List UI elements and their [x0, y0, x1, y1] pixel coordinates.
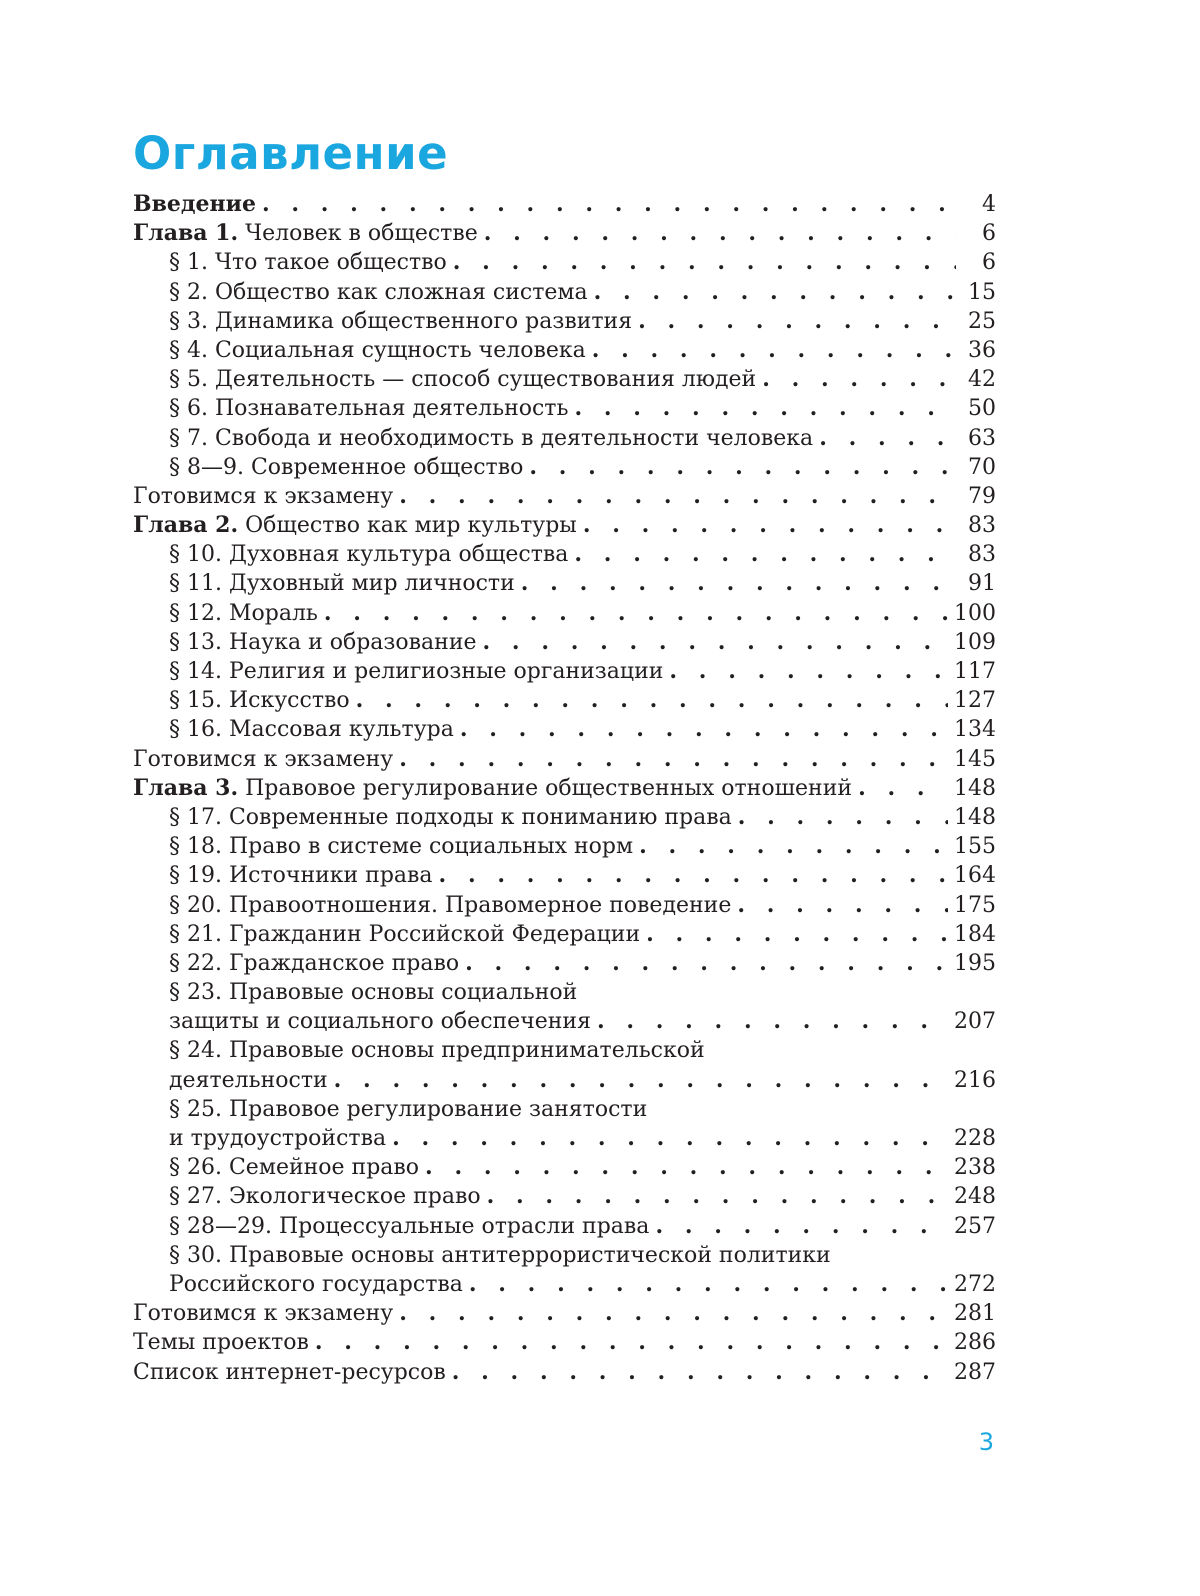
dot-leader: [315, 1328, 948, 1357]
toc-entry: [133, 599, 996, 628]
toc-entry-title: [169, 978, 577, 1007]
toc-entry-label: и трудоустройства: [169, 1126, 387, 1151]
toc-entry: [133, 248, 996, 277]
toc-entry-label: § 6. Познавательная деятельность: [169, 396, 569, 422]
toc-entry-title: [169, 1007, 591, 1036]
dot-leader: [469, 1270, 948, 1299]
toc-entry-label: § 24. Правовые основы предпринимательской: [169, 1038, 705, 1064]
toc-entry-label: § 3. Динамика общественного развития: [169, 308, 633, 334]
toc-entry-label: § 17. Современные подходы к пониманию права: [169, 804, 732, 830]
toc-entry: [133, 190, 996, 219]
dot-leader: [452, 1358, 948, 1387]
page-number: 3: [978, 1428, 994, 1456]
toc-entry-label: Человек в обществе: [245, 221, 478, 247]
dot-leader: [465, 949, 948, 978]
toc-page-number: 4: [982, 192, 996, 217]
dot-leader: [592, 336, 956, 365]
toc-entry: [133, 394, 996, 423]
toc-entry-title: [169, 336, 586, 365]
toc-entry-title: [169, 540, 568, 569]
dot-leader: [487, 1182, 948, 1211]
toc-entry-title: [169, 394, 568, 423]
toc-entry-title: [169, 657, 663, 686]
dot-leader: [453, 248, 956, 277]
toc-entry-label: § 15. Искусство: [169, 688, 350, 714]
page-title: Оглавление: [133, 127, 449, 180]
toc-entry: [133, 949, 996, 978]
toc-entry: [133, 307, 996, 336]
toc-entry-title: [169, 803, 732, 832]
dot-leader: [738, 803, 948, 832]
toc-entry: [133, 628, 996, 657]
toc-entry-label: § 21. Гражданин Российской Федерации: [169, 921, 641, 947]
dot-leader: [858, 774, 948, 803]
toc-entry-label: § 5. Деятельность — способ существования людей: [169, 367, 757, 393]
dot-leader: [819, 424, 956, 453]
dot-leader: [262, 190, 956, 219]
toc-entry-title: [169, 1153, 419, 1182]
dot-leader: [646, 920, 948, 949]
toc-page-number: 148: [954, 775, 996, 801]
toc-entry-title: [169, 1066, 328, 1095]
dot-leader: [324, 599, 948, 628]
toc-entry-title: [169, 832, 633, 861]
toc-entry-title: [169, 453, 523, 482]
toc-page-number: 228: [954, 1126, 996, 1151]
toc-entry-title: [169, 1124, 386, 1153]
toc-entry-title: [133, 190, 256, 219]
toc-entry-label: деятельности: [169, 1067, 328, 1093]
toc-entry-title: [169, 424, 813, 453]
toc-entry: [133, 1124, 996, 1153]
toc-entry-title: [133, 1358, 446, 1387]
toc-entry-title: [133, 774, 852, 803]
toc-page-number: 272: [954, 1271, 996, 1297]
toc-page-number: 248: [954, 1184, 996, 1210]
toc-entry-title: [169, 278, 588, 307]
toc-entry-label: Темы проектов: [133, 1330, 309, 1356]
toc-page-number: 216: [954, 1067, 996, 1093]
toc-entry: [133, 1241, 996, 1270]
toc-entry-label: § 12. Мораль: [169, 600, 318, 626]
toc-entry-label: § 30. Правовые основы антитеррористической политики: [169, 1242, 831, 1268]
toc-page-number: 25: [968, 308, 996, 334]
toc-entry: [133, 1153, 996, 1182]
dot-leader: [574, 540, 956, 569]
toc-entry-title: [169, 365, 756, 394]
toc-page-number: 164: [954, 863, 996, 889]
toc-entry: [133, 453, 996, 482]
toc-entry-label: Список интернет-ресурсов: [133, 1359, 446, 1385]
toc-entry-label: § 23. Правовые основы социальной: [169, 980, 578, 1006]
toc-entry-label: защиты и социального обеспечения: [169, 1009, 591, 1035]
dot-leader: [669, 657, 948, 686]
toc-page-number: 109: [954, 629, 996, 655]
dot-leader: [425, 1153, 948, 1182]
toc-entry: [133, 832, 996, 861]
toc-page-number: 127: [954, 688, 996, 714]
toc-page-number: 195: [954, 950, 996, 976]
dot-leader: [529, 453, 956, 482]
toc-page-number: 175: [954, 892, 996, 918]
toc-entry-title: [133, 1299, 393, 1328]
toc-page-number: 155: [954, 834, 996, 860]
toc-entry: [133, 365, 996, 394]
toc-entry-title: [133, 511, 577, 540]
toc-entry-label: § 22. Гражданское право: [169, 950, 460, 976]
toc-entry-title: [169, 949, 459, 978]
toc-page-number: 6: [982, 250, 996, 276]
toc-page-number: 287: [954, 1359, 996, 1385]
toc-page-number: 238: [954, 1155, 996, 1181]
toc-entry-label: Общество как мир культуры: [245, 513, 577, 539]
dot-leader: [334, 1066, 948, 1095]
toc-page-number: 36: [968, 337, 996, 363]
toc-entry: [133, 1182, 996, 1211]
toc-entry: [133, 1270, 996, 1299]
toc-entry: [133, 1007, 996, 1036]
toc-entry: [133, 978, 996, 1007]
toc-entry-title: [169, 599, 318, 628]
toc-entry-label: § 14. Религия и религиозные организации: [169, 659, 664, 684]
toc-entry-label: § 20. Правоотношения. Правомерное поведение: [169, 892, 732, 918]
toc-entry: [133, 1095, 996, 1124]
dot-leader: [460, 715, 948, 744]
toc-entry-title: [133, 482, 393, 511]
toc-entry: [133, 686, 996, 715]
dot-leader: [484, 219, 956, 248]
toc-entry-label: § 18. Право в системе социальных норм: [169, 834, 634, 860]
toc-entry-label: Правовое регулирование общественных отношений: [245, 775, 853, 801]
chapter-number: Глава 2.: [133, 512, 239, 539]
toc-entry: [133, 511, 996, 540]
toc-entry-title: [169, 307, 632, 336]
toc-entry-title: [169, 686, 350, 715]
toc-page-number: 148: [954, 804, 996, 830]
toc-page-number: 79: [968, 483, 996, 509]
toc-entry-label: § 2. Общество как сложная система: [169, 279, 588, 305]
dot-leader: [638, 307, 956, 336]
toc-page-number: 184: [954, 921, 996, 947]
toc-page-number: 63: [968, 425, 996, 451]
dot-leader: [655, 1212, 948, 1241]
toc-entry: [133, 891, 996, 920]
toc-entry: [133, 1212, 996, 1241]
toc-entry-label: § 7. Свобода и необходимость в деятельности человека: [169, 425, 814, 451]
toc-entry-title: [169, 1095, 647, 1124]
toc-entry: [133, 774, 996, 803]
toc-entry-title: [169, 1182, 481, 1211]
toc-entry-title: [169, 861, 433, 890]
toc-entry-label: § 13. Наука и образование: [169, 629, 477, 655]
toc-entry-title: [133, 745, 393, 774]
toc-entry: [133, 1066, 996, 1095]
toc-page-number: 50: [968, 396, 996, 422]
toc-entry-label: § 1. Что такое общество: [169, 250, 447, 276]
dot-leader: [597, 1007, 948, 1036]
chapter-number: Глава 1.: [133, 220, 239, 247]
toc-entry: [133, 219, 996, 248]
toc-page-number: 207: [954, 1009, 996, 1035]
toc-entry-title: [169, 1241, 831, 1270]
dot-leader: [762, 365, 956, 394]
toc-entry: [133, 657, 996, 686]
toc-entry-label: Готовимся к экзамену: [133, 746, 394, 772]
toc-entry-label: § 4. Социальная сущность человека: [169, 337, 586, 363]
toc-entry: [133, 1328, 996, 1357]
toc-entry-label: § 16. Массовая культура: [169, 717, 454, 743]
toc-entry-label: Российского государства: [169, 1271, 463, 1297]
dot-leader: [594, 278, 956, 307]
toc-entry-title: [169, 569, 515, 598]
dot-leader: [392, 1124, 948, 1153]
toc-entry-title: [169, 1270, 463, 1299]
toc-page-number: 83: [968, 542, 996, 568]
toc-entry-title: [169, 891, 731, 920]
toc-page-number: 117: [954, 659, 996, 684]
toc-entry: [133, 569, 996, 598]
toc-page-number: 286: [954, 1330, 996, 1356]
table-of-contents: [133, 190, 996, 1387]
toc-entry: [133, 920, 996, 949]
chapter-number: Глава 3.: [133, 774, 239, 801]
toc-entry: [133, 278, 996, 307]
toc-entry-label: Готовимся к экзамену: [133, 483, 394, 509]
toc-entry: [133, 715, 996, 744]
toc-entry-title: [169, 920, 640, 949]
toc-page-number: 134: [954, 717, 996, 743]
toc-entry-label: § 11. Духовный мир личности: [169, 571, 515, 597]
toc-entry-label: § 8—9. Современное общество: [169, 454, 524, 480]
toc-entry-label: § 19. Источники права: [169, 863, 433, 889]
dot-leader: [737, 891, 948, 920]
toc-entry-label: § 27. Экологическое право: [169, 1184, 481, 1210]
dot-leader: [521, 569, 956, 598]
toc-page-number: 281: [954, 1301, 996, 1327]
dot-leader: [399, 745, 948, 774]
dot-leader: [356, 686, 948, 715]
toc-entry-title: [169, 1212, 649, 1241]
toc-entry: [133, 745, 996, 774]
toc-page-number: 100: [954, 600, 996, 626]
toc-page-number: 145: [954, 746, 996, 772]
toc-page-number: 42: [968, 367, 996, 393]
toc-entry-label: § 10. Духовная культура общества: [169, 542, 569, 568]
toc-entry-label: § 26. Семейное право: [169, 1155, 420, 1181]
dot-leader: [439, 861, 948, 890]
dot-leader: [399, 482, 956, 511]
toc-entry-title: [169, 715, 454, 744]
dot-leader: [639, 832, 948, 861]
dot-leader: [483, 628, 948, 657]
toc-page-number: 15: [968, 279, 996, 305]
toc-entry: [133, 424, 996, 453]
toc-entry: [133, 803, 996, 832]
toc-entry-title: [133, 1328, 309, 1357]
toc-entry: [133, 1358, 996, 1387]
toc-entry-label: § 25. Правовое регулирование занятости: [169, 1096, 648, 1122]
toc-entry: [133, 482, 996, 511]
toc-page-number: 257: [954, 1213, 996, 1239]
dot-leader: [399, 1299, 948, 1328]
toc-entry-label: § 28—29. Процессуальные отрасли права: [169, 1213, 650, 1239]
toc-entry: [133, 1299, 996, 1328]
toc-entry: [133, 1036, 996, 1065]
toc-entry-title: [169, 1036, 705, 1065]
toc-page-number: 83: [968, 513, 996, 539]
toc-entry: [133, 861, 996, 890]
toc-entry-label: Введение: [133, 191, 256, 217]
toc-page-number: 6: [982, 221, 996, 247]
toc-page-number: 91: [968, 571, 996, 597]
toc-entry-title: [169, 628, 477, 657]
toc-entry-title: [169, 248, 447, 277]
dot-leader: [583, 511, 956, 540]
toc-entry-label: Готовимся к экзамену: [133, 1301, 394, 1327]
dot-leader: [574, 394, 956, 423]
toc-entry: [133, 540, 996, 569]
toc-entry: [133, 336, 996, 365]
toc-page-number: 70: [968, 454, 996, 480]
toc-entry-title: [133, 219, 478, 248]
